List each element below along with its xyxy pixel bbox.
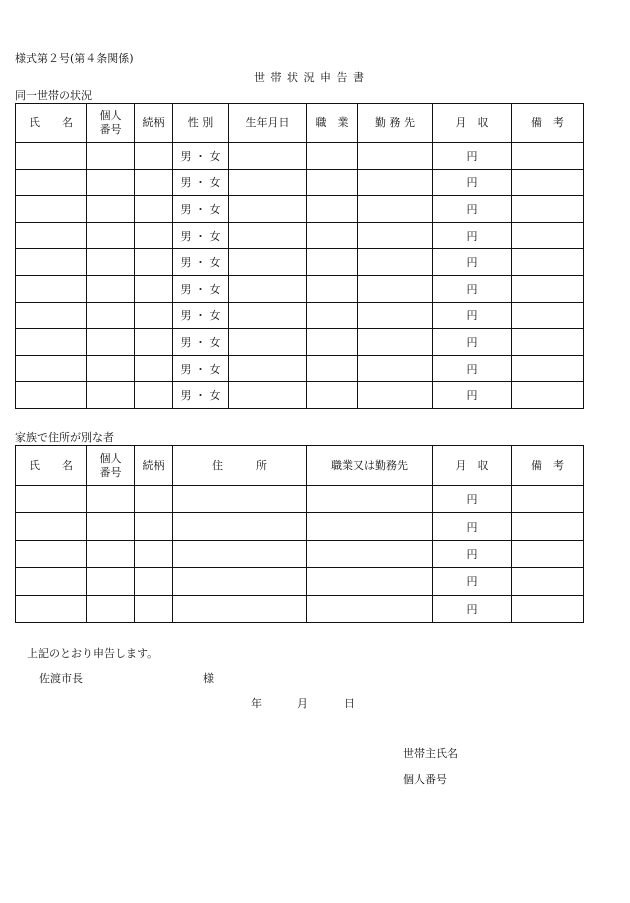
birthdate-cell[interactable] — [229, 222, 307, 249]
mynumber-cell[interactable] — [87, 595, 135, 622]
relation-cell[interactable] — [135, 355, 173, 382]
relation-cell[interactable] — [135, 540, 173, 567]
mynumber-cell[interactable] — [87, 568, 135, 595]
remarks-cell[interactable] — [512, 595, 584, 622]
header-income: 月 収 — [433, 446, 512, 486]
occupation-or-workplace-cell[interactable] — [307, 540, 433, 567]
separate-row — [16, 513, 584, 540]
remarks-cell[interactable] — [512, 275, 584, 302]
occupation-cell[interactable] — [307, 275, 358, 302]
mynumber-cell[interactable] — [87, 222, 135, 249]
workplace-cell[interactable] — [358, 275, 433, 302]
address-cell[interactable] — [173, 540, 307, 567]
workplace-cell[interactable] — [358, 355, 433, 382]
name-cell[interactable] — [16, 382, 87, 409]
occupation-cell[interactable] — [307, 302, 358, 329]
separate-address-table — [15, 445, 584, 623]
address-cell[interactable] — [173, 595, 307, 622]
header-birthdate: 生年月日 — [229, 104, 307, 143]
date-day: 日 — [344, 697, 355, 710]
section1-heading: 同一世帯の状況 — [15, 89, 92, 102]
workplace-cell[interactable] — [358, 169, 433, 196]
relation-cell[interactable] — [135, 568, 173, 595]
remarks-cell[interactable] — [512, 222, 584, 249]
remarks-cell[interactable] — [512, 169, 584, 196]
household-row — [16, 329, 584, 356]
occupation-cell[interactable] — [307, 143, 358, 170]
workplace-cell[interactable] — [358, 302, 433, 329]
birthdate-cell[interactable] — [229, 329, 307, 356]
sex-cell[interactable]: 男 ・ 女 — [173, 275, 229, 302]
sex-cell[interactable]: 男 ・ 女 — [173, 196, 229, 223]
name-cell[interactable] — [16, 595, 87, 622]
address-cell[interactable] — [173, 513, 307, 540]
header-address: 住 所 — [173, 446, 307, 486]
workplace-cell[interactable] — [358, 196, 433, 223]
household-row — [16, 222, 584, 249]
name-cell[interactable] — [16, 568, 87, 595]
name-cell[interactable] — [16, 355, 87, 382]
remarks-cell[interactable] — [512, 355, 584, 382]
relation-cell[interactable] — [135, 382, 173, 409]
name-cell[interactable] — [16, 143, 87, 170]
workplace-cell[interactable] — [358, 249, 433, 276]
income-cell[interactable]: 円 — [433, 222, 512, 249]
header-workplace: 勤 務 先 — [358, 104, 433, 143]
relation-cell[interactable] — [135, 302, 173, 329]
name-cell[interactable] — [16, 329, 87, 356]
sex-cell[interactable]: 男 ・ 女 — [173, 355, 229, 382]
remarks-cell[interactable] — [512, 382, 584, 409]
mynumber-cell[interactable] — [87, 486, 135, 513]
occupation-cell[interactable] — [307, 382, 358, 409]
relation-cell[interactable] — [135, 249, 173, 276]
address-cell[interactable] — [173, 568, 307, 595]
householder-mynumber-label: 個人番号 — [403, 773, 447, 786]
birthdate-cell[interactable] — [229, 169, 307, 196]
income-cell[interactable]: 円 — [433, 329, 512, 356]
remarks-cell[interactable] — [512, 196, 584, 223]
header-name: 氏 名 — [16, 446, 87, 486]
remarks-cell[interactable] — [512, 486, 584, 513]
header-name: 氏 名 — [16, 104, 87, 143]
household-table — [15, 103, 584, 409]
birthdate-cell[interactable] — [229, 355, 307, 382]
household-row — [16, 382, 584, 409]
header-occupation-or-workplace: 職業又は勤務先 — [307, 446, 433, 486]
separate-row — [16, 486, 584, 513]
household-header-row — [16, 104, 584, 143]
mynumber-cell[interactable] — [87, 540, 135, 567]
name-cell[interactable] — [16, 169, 87, 196]
name-cell[interactable] — [16, 249, 87, 276]
occupation-cell[interactable] — [307, 222, 358, 249]
sex-cell[interactable]: 男 ・ 女 — [173, 222, 229, 249]
workplace-cell[interactable] — [358, 143, 433, 170]
relation-cell[interactable] — [135, 222, 173, 249]
sex-cell[interactable]: 男 ・ 女 — [173, 169, 229, 196]
relation-cell[interactable] — [135, 275, 173, 302]
relation-cell[interactable] — [135, 513, 173, 540]
occupation-or-workplace-cell[interactable] — [307, 486, 433, 513]
workplace-cell[interactable] — [358, 382, 433, 409]
income-cell[interactable]: 円 — [433, 595, 512, 622]
income-cell[interactable]: 円 — [433, 513, 512, 540]
mynumber-cell[interactable] — [87, 169, 135, 196]
date-month: 月 — [297, 697, 308, 710]
separate-row — [16, 595, 584, 622]
income-cell[interactable]: 円 — [433, 275, 512, 302]
header-mynumber: 個人 番号 — [87, 446, 135, 486]
name-cell[interactable] — [16, 275, 87, 302]
name-cell[interactable] — [16, 513, 87, 540]
occupation-cell[interactable] — [307, 329, 358, 356]
workplace-cell[interactable] — [358, 222, 433, 249]
birthdate-cell[interactable] — [229, 302, 307, 329]
remarks-cell[interactable] — [512, 302, 584, 329]
remarks-cell[interactable] — [512, 143, 584, 170]
sex-cell[interactable]: 男 ・ 女 — [173, 382, 229, 409]
mynumber-cell[interactable] — [87, 355, 135, 382]
separate-row — [16, 540, 584, 567]
remarks-cell[interactable] — [512, 249, 584, 276]
addressee: 佐渡市長 — [39, 672, 83, 685]
mynumber-cell[interactable] — [87, 513, 135, 540]
header-mynumber: 個人 番号 — [87, 104, 135, 143]
declaration-text: 上記のとおり申告します。 — [27, 647, 159, 660]
income-cell[interactable]: 円 — [433, 302, 512, 329]
section2-heading: 家族で住所が別な者 — [15, 431, 114, 444]
birthdate-cell[interactable] — [229, 382, 307, 409]
sex-cell[interactable]: 男 ・ 女 — [173, 249, 229, 276]
header-relation: 続柄 — [135, 104, 173, 143]
household-row — [16, 355, 584, 382]
remarks-cell[interactable] — [512, 540, 584, 567]
name-cell[interactable] — [16, 486, 87, 513]
birthdate-cell[interactable] — [229, 275, 307, 302]
mynumber-cell[interactable] — [87, 143, 135, 170]
relation-cell[interactable] — [135, 143, 173, 170]
household-row — [16, 196, 584, 223]
household-row — [16, 275, 584, 302]
honorific: 様 — [203, 672, 214, 685]
income-cell[interactable]: 円 — [433, 169, 512, 196]
document-title: 世 帯 状 況 申 告 書 — [254, 71, 365, 84]
household-row — [16, 302, 584, 329]
household-row — [16, 143, 584, 170]
sex-cell[interactable]: 男 ・ 女 — [173, 302, 229, 329]
name-cell[interactable] — [16, 196, 87, 223]
occupation-cell[interactable] — [307, 355, 358, 382]
name-cell[interactable] — [16, 540, 87, 567]
income-cell[interactable]: 円 — [433, 249, 512, 276]
form-number: 様式第２号(第４条関係) — [15, 52, 134, 65]
separate-header-row — [16, 446, 584, 486]
occupation-or-workplace-cell[interactable] — [307, 595, 433, 622]
mynumber-cell[interactable] — [87, 196, 135, 223]
income-cell[interactable]: 円 — [433, 486, 512, 513]
mynumber-cell[interactable] — [87, 302, 135, 329]
income-cell[interactable]: 円 — [433, 568, 512, 595]
relation-cell[interactable] — [135, 595, 173, 622]
birthdate-cell[interactable] — [229, 143, 307, 170]
relation-cell[interactable] — [135, 486, 173, 513]
mynumber-cell[interactable] — [87, 382, 135, 409]
separate-row — [16, 568, 584, 595]
birthdate-cell[interactable] — [229, 196, 307, 223]
household-row — [16, 249, 584, 276]
householder-name-label: 世帯主氏名 — [403, 747, 458, 760]
mynumber-cell[interactable] — [87, 275, 135, 302]
header-relation: 続柄 — [135, 446, 173, 486]
occupation-or-workplace-cell[interactable] — [307, 513, 433, 540]
workplace-cell[interactable] — [358, 329, 433, 356]
relation-cell[interactable] — [135, 329, 173, 356]
mynumber-cell[interactable] — [87, 329, 135, 356]
remarks-cell[interactable] — [512, 568, 584, 595]
sex-cell[interactable]: 男 ・ 女 — [173, 329, 229, 356]
relation-cell[interactable] — [135, 169, 173, 196]
header-occupation: 職 業 — [307, 104, 358, 143]
header-remarks: 備 考 — [512, 446, 584, 486]
income-cell[interactable]: 円 — [433, 382, 512, 409]
relation-cell[interactable] — [135, 196, 173, 223]
occupation-cell[interactable] — [307, 249, 358, 276]
sex-cell[interactable]: 男 ・ 女 — [173, 143, 229, 170]
header-sex: 性 別 — [173, 104, 229, 143]
income-cell[interactable]: 円 — [433, 196, 512, 223]
income-cell[interactable]: 円 — [433, 355, 512, 382]
income-cell[interactable]: 円 — [433, 143, 512, 170]
remarks-cell[interactable] — [512, 329, 584, 356]
occupation-or-workplace-cell[interactable] — [307, 568, 433, 595]
date-year: 年 — [251, 697, 262, 710]
birthdate-cell[interactable] — [229, 249, 307, 276]
header-remarks: 備 考 — [512, 104, 584, 143]
mynumber-cell[interactable] — [87, 249, 135, 276]
address-cell[interactable] — [173, 486, 307, 513]
household-row — [16, 169, 584, 196]
occupation-cell[interactable] — [307, 196, 358, 223]
occupation-cell[interactable] — [307, 169, 358, 196]
name-cell[interactable] — [16, 222, 87, 249]
header-income: 月 収 — [433, 104, 512, 143]
remarks-cell[interactable] — [512, 513, 584, 540]
income-cell[interactable]: 円 — [433, 540, 512, 567]
name-cell[interactable] — [16, 302, 87, 329]
